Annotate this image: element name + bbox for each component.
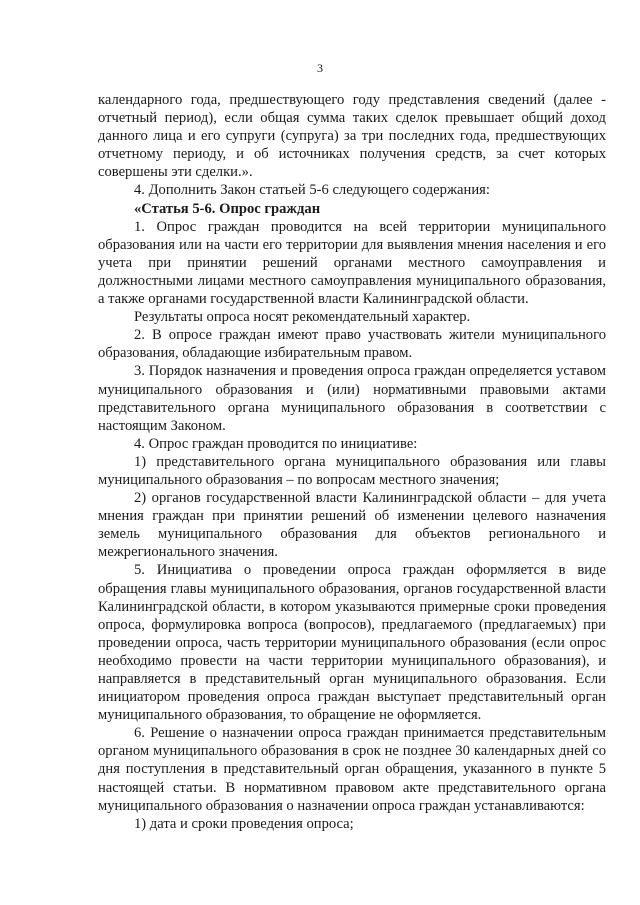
- article-clause-1: 1. Опрос граждан проводится на всей территории муниципального образования или на части его территории для выявления мнения населения и его учета при принятии решений органами местного самоуправления и должностными лицами местного самоуправления муниципального образования, а также органами государственной власти Калининградской области.: [98, 218, 606, 308]
- amendment-item-4: 4. Дополнить Закон статьей 5-6 следующего содержания:: [134, 182, 490, 199]
- article-clause-1-note: Результаты опроса носят рекомендательный характер.: [134, 309, 471, 326]
- article-clause-5: 5. Инициатива о проведении опроса граждан оформляется в виде обращения главы муниципального образования, органов государственной власти Калининградской области, в котором указываются примерные сроки проведения опроса, формулировка вопроса (вопросов), предлагаемого (предлагаемых) при проведении опроса, часть территории муниципального образования (если опрос необходимо провести на части территории муниципального образования), и направляется в представительный орган муниципального образования. Если инициатором проведения опроса граждан выступает представительный орган муниципального образования, то обращение не оформляется.: [98, 562, 606, 724]
- article-clause-3: 3. Порядок назначения и проведения опроса граждан определяется уставом муниципального образования и (или) нормативными правовыми актами представительного органа муниципального образования в соответствии с настоящим Законом.: [98, 363, 606, 434]
- document-body: [98, 91, 606, 833]
- article-clause-6-sub-1: 1) дата и сроки проведения опроса;: [134, 815, 354, 832]
- paragraph-continuation: календарного года, предшествующего году представления сведений (далее - отчетный период), если общая сумма таких сделок превышает общий доход данного лица и его супруги (супруга) за три последних года, предшествующих отчетному периоду, и об источниках получения средств, за счет которых совершены эти сделки.».: [98, 92, 606, 181]
- article-clause-6: 6. Решение о назначении опроса граждан принимается представительным органом муниципального образования в срок не позднее 30 календарных дней со дня поступления в представительный орган обращения, указанного в пункте 5 настоящей статьи. В нормативном правовом акте представительного органа муниципального образования о назначении опроса граждан устанавливаются:: [98, 725, 606, 814]
- article-clause-4-sub-2: 2) органов государственной власти Калининградской области – для учета мнения граждан при принятии решений об изменении целевого назначения земель муниципального образования для объектов регионального и межрегионального значения.: [98, 490, 606, 561]
- page-number: 3: [317, 61, 323, 75]
- article-clause-2: 2. В опросе граждан имеют право участвовать жители муниципального образования, обладающие избирательным правом.: [98, 327, 606, 362]
- article-clause-4-sub-1: 1) представительного органа муниципального образования или главы муниципального образования – по вопросам местного значения;: [98, 453, 606, 488]
- article-clause-4: 4. Опрос граждан проводится по инициативе:: [134, 435, 418, 452]
- article-heading: «Статья 5-6. Опрос граждан: [134, 200, 321, 217]
